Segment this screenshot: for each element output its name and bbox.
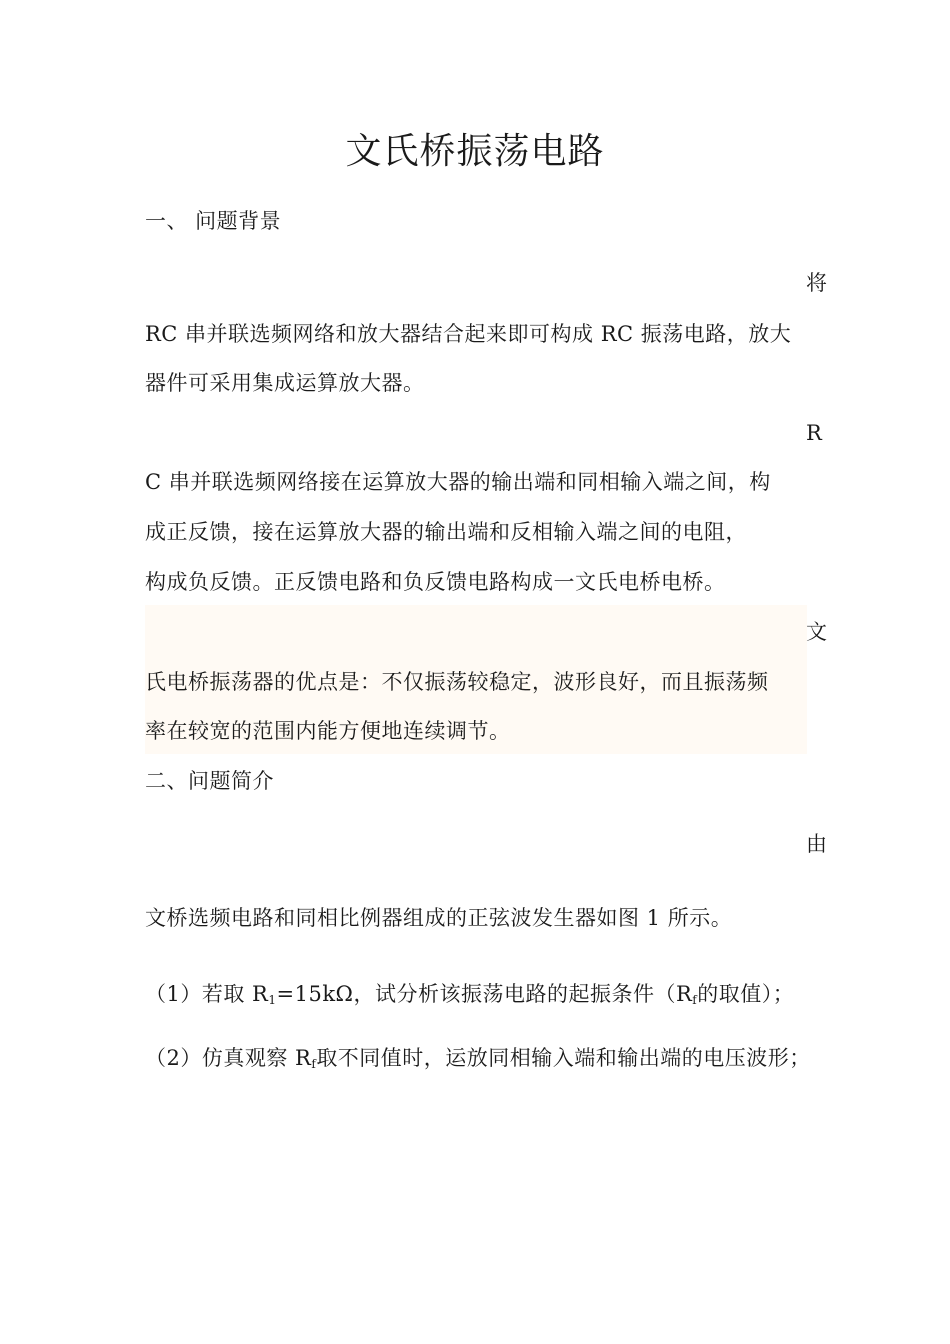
task-item-1 xyxy=(145,979,794,1009)
task-text: =15kΩ，试分析该振荡电路的起振条件（R xyxy=(276,982,693,1006)
section-heading-introduction: 二、问题简介 xyxy=(145,769,274,793)
paragraph-line: 构成负反馈。正反馈电路和负反馈电路构成一文氏电桥电桥。 xyxy=(145,570,726,594)
paragraph-line: C 串并联选频网络接在运算放大器的输出端和同相输入端之间，构 xyxy=(145,470,771,494)
paragraph-lead-char: R xyxy=(806,421,822,445)
task-text: （1）若取 R xyxy=(145,982,269,1006)
subscript: 1 xyxy=(268,993,277,1007)
paragraph-lead-char: 由 xyxy=(806,832,827,856)
task-text: 取不同值时，运放同相输入端和输出端的电压波形； xyxy=(316,1046,811,1070)
paragraph-lead-char: 文 xyxy=(806,620,827,644)
paragraph-line: 器件可采用集成运算放大器。 xyxy=(145,371,425,395)
section-heading-background: 一、 问题背景 xyxy=(145,209,282,233)
paragraph-line: 成正反馈，接在运算放大器的输出端和反相输入端之间的电阻， xyxy=(145,520,747,544)
paragraph-line: 氏电桥振荡器的优点是：不仅振荡较稳定，波形良好，而且振荡频 xyxy=(145,670,769,694)
document-title: 文氏桥振荡电路 xyxy=(345,131,605,172)
paragraph-lead-char: 将 xyxy=(806,271,827,295)
paragraph-line: 率在较宽的范围内能方便地连续调节。 xyxy=(145,719,511,743)
task-text: （2）仿真观察 R xyxy=(145,1046,312,1070)
paragraph-line: RC 串并联选频网络和放大器结合起来即可构成 RC 振荡电路，放大 xyxy=(145,322,792,346)
paragraph-line: 文桥选频电路和同相比例器组成的正弦波发生器如图 1 所示。 xyxy=(145,906,733,930)
task-item-2 xyxy=(145,1043,811,1073)
task-text: 的取值）； xyxy=(697,982,795,1006)
subscript: f xyxy=(311,1057,317,1071)
subscript: f xyxy=(692,993,698,1007)
